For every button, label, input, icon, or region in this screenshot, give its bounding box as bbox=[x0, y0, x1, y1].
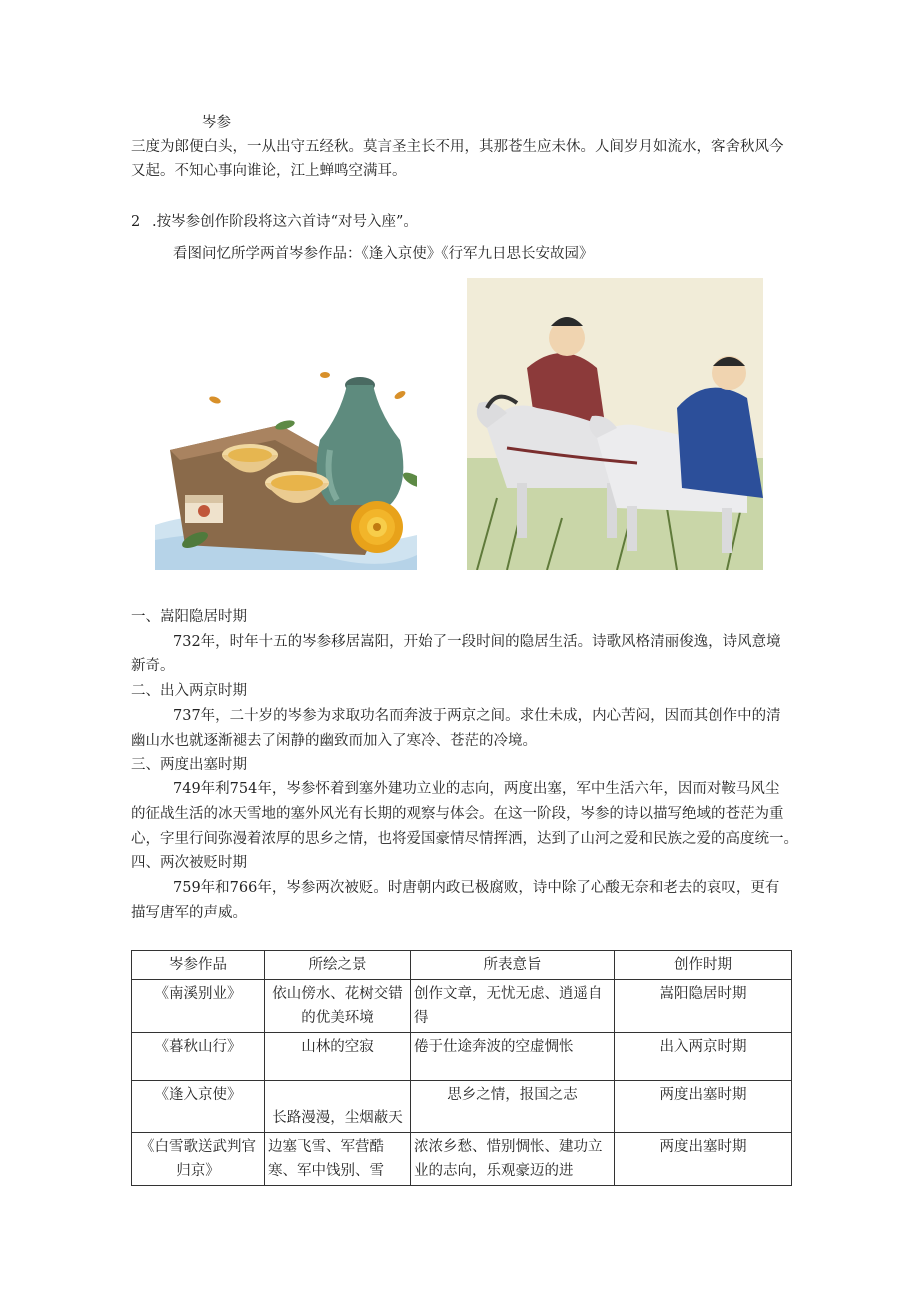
poem-line-1: 三度为郎便白头，一从出守五经秋。莫言圣主长不用，其那苍生应未休。人间岁月如流水，客舍秋风今 bbox=[131, 139, 784, 155]
question-text: .按岑参创作阶段将这六首诗“对号入座”。 bbox=[152, 214, 418, 230]
period-4-heading: 四、两次被贬时期 bbox=[131, 855, 247, 871]
table-cell-work: 《逢入京使》 bbox=[132, 1081, 265, 1133]
table-cell-scene: 长路漫漫，尘烟蔽天 bbox=[265, 1081, 411, 1133]
period-4-line-2: 描写唐军的声威。 bbox=[131, 905, 247, 921]
table-row bbox=[132, 980, 792, 1033]
illustration-chrysanthemum-wine bbox=[155, 355, 417, 570]
table-cell-period: 出入两京时期 bbox=[615, 1033, 792, 1081]
period-2-heading: 二、出入两京时期 bbox=[131, 683, 247, 699]
poem-line-2: 又起。不知心事向谁论，江上蝉鸣空满耳。 bbox=[131, 163, 407, 179]
period-1-line-1: 732年，时年十五的岑参移居嵩阳，开始了一段时间的隐居生活。诗歌风格清丽俊逸，诗风意境 bbox=[173, 634, 781, 650]
table-cell-meaning: 创作文章，无忧无虑、逍遥自得 bbox=[411, 980, 615, 1033]
table-header-cell: 创作时期 bbox=[615, 951, 792, 980]
period-3-line-1: 749年利754年，岑参怀着到塞外建功立业的志向，两度出塞，军中生活六年，因而对鞍马风尘 bbox=[173, 781, 780, 797]
period-3-line-3: 心，字里行间弥漫着浓厚的思乡之情，也将爱国豪情尽情挥洒，达到了山河之爱和民族之爱的高度统一。 bbox=[131, 831, 798, 847]
question-prompt: 看图问忆所学两首岑参作品：《逢入京使》《行军九日思长安故园》 bbox=[173, 246, 594, 262]
table-cell-period: 两度出塞时期 bbox=[615, 1133, 792, 1186]
table-row bbox=[132, 1133, 792, 1186]
period-2-line-2: 幽山水也就逐渐褪去了闲静的幽致而加入了寒冷、苍茫的冷境。 bbox=[131, 733, 537, 749]
table-cell-scene: 边塞飞雪、军营酷寒、军中饯别、雪 bbox=[265, 1133, 411, 1186]
horsemen-svg bbox=[467, 278, 763, 570]
table-cell-period: 嵩阳隐居时期 bbox=[615, 980, 792, 1033]
table-cell-work: 《暮秋山行》 bbox=[132, 1033, 265, 1081]
period-3-line-2: 的征战生活的冰天雪地的塞外风光有长期的观察与体会。在这一阶段，岑参的诗以描写绝域的苍茫为重 bbox=[131, 806, 784, 822]
table-row bbox=[132, 1081, 792, 1133]
table-cell-scene: 依山傍水、花树交错的优美环境 bbox=[265, 980, 411, 1033]
table-cell-meaning: 浓浓乡愁、惜别惆怅、建功立业的志向，乐观豪迈的进 bbox=[411, 1133, 615, 1186]
table-cell-meaning: 思乡之情，报国之志 bbox=[411, 1081, 615, 1133]
question-number: 2 bbox=[131, 214, 141, 230]
period-2-line-1: 737年，二十岁的岑参为求取功名而奔波于两京之间。求仕未成，内心苦闷，因而其创作中的清 bbox=[173, 708, 781, 724]
table-row bbox=[132, 1033, 792, 1081]
table-cell-scene: 山林的空寂 bbox=[265, 1033, 411, 1081]
period-1-line-2: 新奇。 bbox=[131, 658, 175, 674]
chrysanthemum-wine-svg bbox=[155, 355, 417, 570]
table-cell-period: 两度出塞时期 bbox=[615, 1081, 792, 1133]
period-1-heading: 一、嵩阳隐居时期 bbox=[131, 609, 247, 625]
table-header-cell: 所绘之景 bbox=[265, 951, 411, 980]
table-cell-work: 《南溪别业》 bbox=[132, 980, 265, 1033]
period-3-heading: 三、两度出塞时期 bbox=[131, 757, 247, 773]
table-cell-work: 《白雪歌送武判官归京》 bbox=[132, 1133, 265, 1186]
period-4-line-1: 759年和766年，岑参两次被贬。时唐朝内政已极腐败，诗中除了心酸无奈和老去的哀叹，更有 bbox=[173, 880, 780, 896]
table-cell-meaning: 倦于仕途奔波的空虚惆怅 bbox=[411, 1033, 615, 1081]
poem-author: 岑参 bbox=[202, 115, 231, 131]
table-header-row bbox=[132, 951, 792, 980]
table-header-cell: 所表意旨 bbox=[411, 951, 615, 980]
table-header-cell: 岑参作品 bbox=[132, 951, 265, 980]
illustration-horsemen-meeting bbox=[467, 278, 763, 570]
works-table bbox=[131, 950, 792, 1186]
